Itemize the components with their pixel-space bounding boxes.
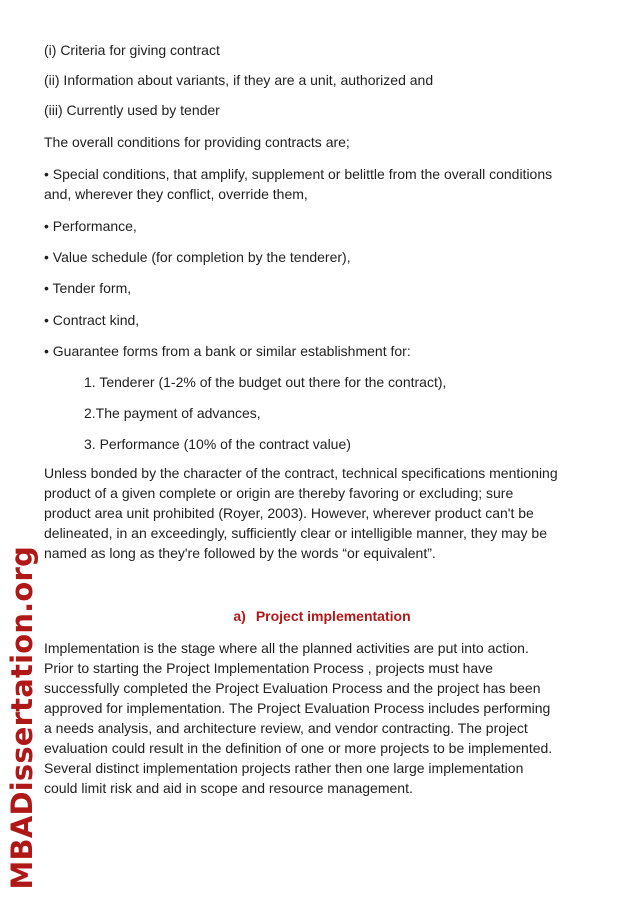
contract-kind-item: • Contract kind,	[44, 312, 140, 328]
variants-line: (ii) Information about variants, if they are a unit, authorized and	[44, 72, 434, 88]
tender-line: (iii) Currently used by tender	[44, 102, 220, 118]
paragraph-line: Implementation is the stage where all the planned activities are put into action.	[44, 640, 529, 656]
criteria-line: (i) Criteria for giving contract	[44, 42, 220, 58]
paragraph-line: evaluation could result in the definition of one or more projects to be implemented.	[44, 740, 553, 756]
value-schedule-item: • Value schedule (for completion by the tenderer),	[44, 249, 351, 265]
numbered-item-3: 3. Performance (10% of the contract value)	[84, 436, 351, 452]
paragraph-line: named as long as they're followed by the words “or equivalent”.	[44, 545, 436, 561]
tender-form-item: • Tender form,	[44, 280, 132, 296]
special-conditions-item	[44, 164, 552, 204]
overall-conditions-line: The overall conditions for providing contracts are;	[44, 134, 350, 150]
paragraph-line: product area unit prohibited (Royer, 2003). However, wherever product can't be	[44, 505, 534, 521]
heading-marker: a)	[233, 608, 246, 624]
paragraph-line: Unless bonded by the character of the contract, technical specifications mentioning	[44, 465, 558, 481]
paragraph-line: Prior to starting the Project Implementation Process , projects must have	[44, 660, 493, 676]
special-conditions-line-2: and, wherever they conflict, override them,	[44, 186, 308, 202]
implementation-section	[44, 638, 600, 798]
watermark	[2, 530, 42, 890]
paragraph-line: could limit risk and aid in scope and resource management.	[44, 780, 413, 796]
heading-text: Project implementation	[255, 608, 411, 624]
numbered-item-1: 1. Tenderer (1-2% of the budget out there for the contract),	[84, 374, 447, 390]
paragraph-line: approved for implementation. The Project Evaluation Process includes performing	[44, 700, 551, 716]
specifications-paragraph	[44, 463, 558, 563]
guarantee-forms-item: • Guarantee forms from a bank or similar establishment for:	[44, 343, 411, 359]
paragraph-line: Several distinct implementation projects rather then one large implementation	[44, 760, 524, 776]
performance-item: • Performance,	[44, 218, 137, 234]
numbered-item-2: 2.The payment of advances,	[84, 405, 261, 421]
implementation-paragraph	[44, 638, 600, 798]
paragraph-line: a needs analysis, and architecture review, and vendor contracting. The project	[44, 720, 528, 736]
watermark-text: MBADissertation.org	[5, 546, 39, 890]
section-heading	[44, 606, 600, 626]
paragraph-line: delineated, in an exceedingly, sufficiently clear or intelligible manner, they may be	[44, 525, 547, 541]
special-conditions-line-1: • Special conditions, that amplify, supplement or belittle from the overall conditions	[44, 166, 553, 182]
paragraph-line: product of a given complete or origin are thereby favoring or excluding; sure	[44, 485, 514, 501]
paragraph-line: successfully completed the Project Evaluation Process and the project has been	[44, 680, 541, 696]
